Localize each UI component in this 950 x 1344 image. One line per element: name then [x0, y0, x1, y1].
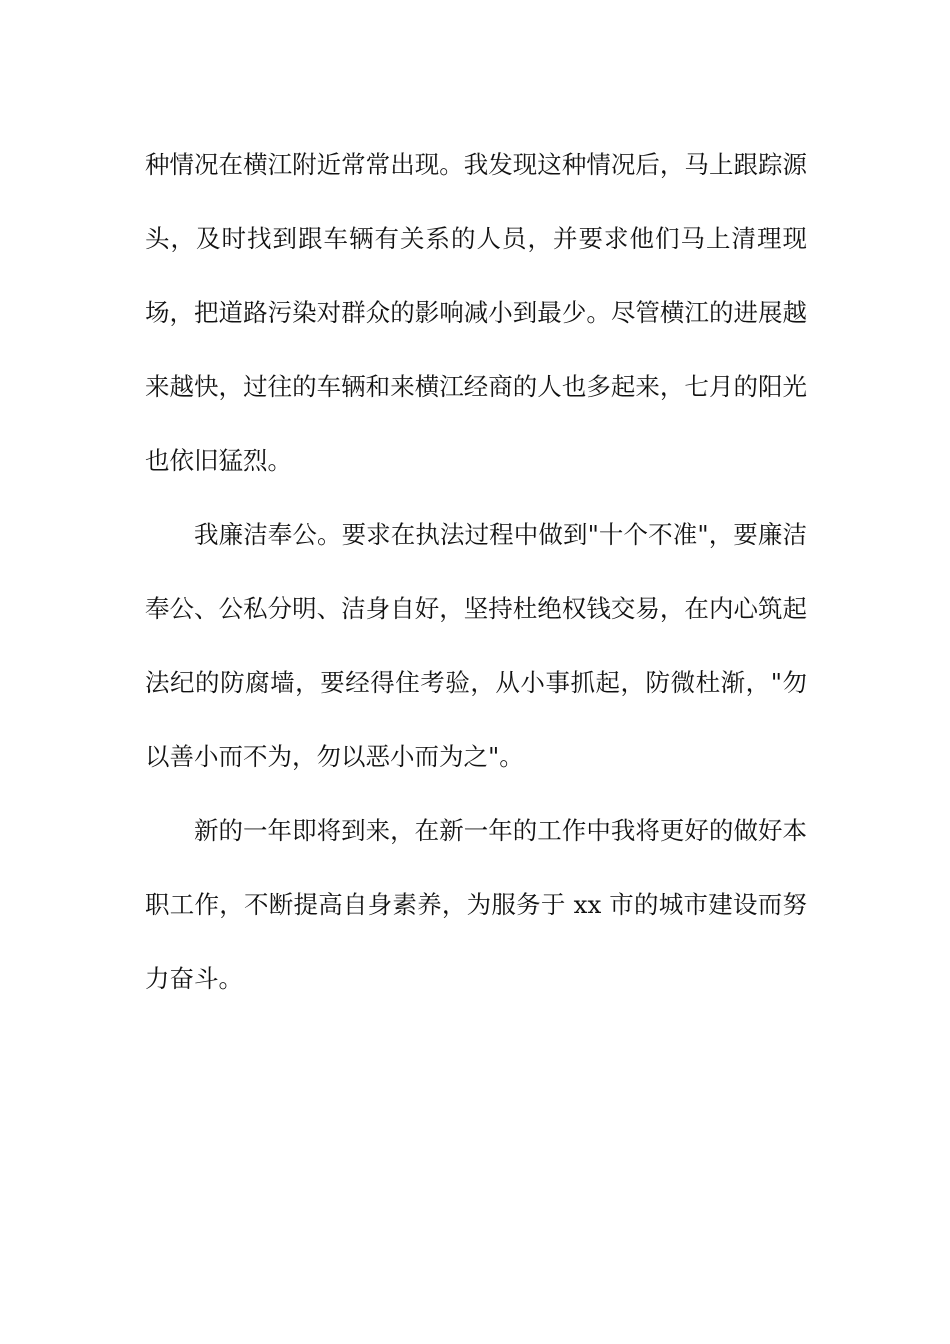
paragraph-continuation: 种情况在横江附近常常出现。我发现这种情况后，马上跟踪源头，及时找到跟车辆有关系的人员，并要求他们马上清理现场，把道路污染对群众的影响减小到最少。尽管横江的进展越来越快，过往的车辆和来横江经商的人也多起来，七月的阳光也依旧猛烈。 [145, 150, 807, 475]
document-body [145, 128, 807, 1016]
paragraph-integrity: 我廉洁奉公。要求在执法过程中做到"十个不准"，要廉洁奉公、公私分明、洁身自好，坚持杜绝权钱交易，在内心筑起法纪的防腐墙，要经得住考验，从小事抓起，防微杜渐，"勿以善小而不为，勿以恶小而为之"。 [145, 520, 807, 771]
paragraph-new-year: 新的一年即将到来，在新一年的工作中我将更好的做好本职工作，不断提高自身素养，为服务于 xx 市的城市建设而努力奋斗。 [145, 816, 807, 993]
